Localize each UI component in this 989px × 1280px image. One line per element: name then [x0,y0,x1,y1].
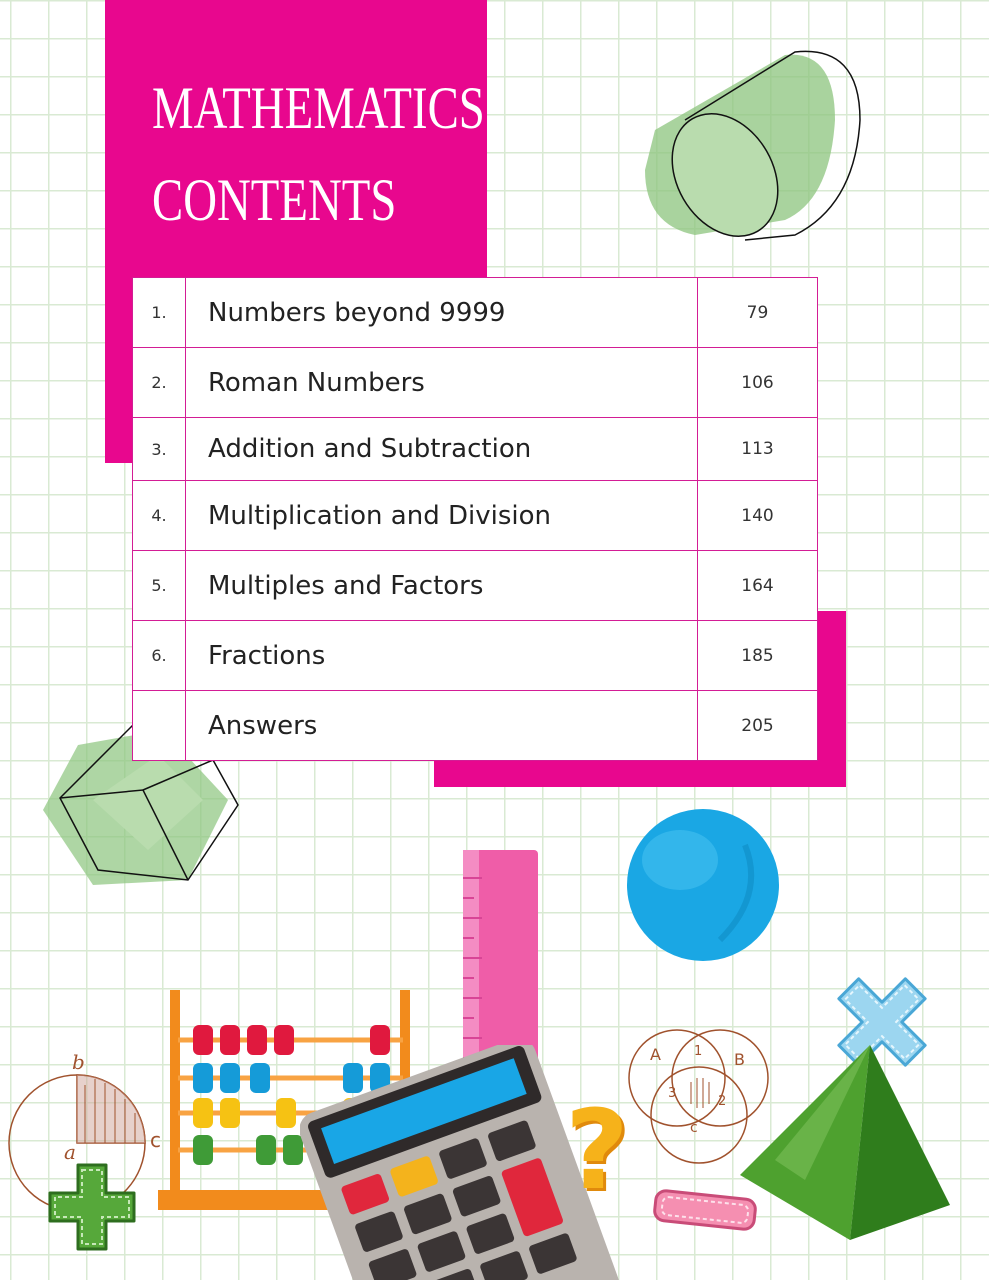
table-row[interactable] [133,348,818,418]
table-row[interactable] [133,418,818,481]
ball-icon [625,805,785,965]
label-b: b [72,1050,85,1074]
page-title [152,62,485,246]
venn-label-b: B [734,1050,745,1069]
page-number: 106 [698,348,818,418]
cylinder-icon [635,40,870,245]
title-line-2: CONTENTS [152,167,397,233]
contents-table [132,277,818,761]
chapter-title[interactable]: Roman Numbers [186,348,698,418]
page-number: 140 [698,481,818,551]
venn-label-a: A [650,1045,661,1064]
chapter-title[interactable]: Numbers beyond 9999 [186,278,698,348]
pyramid-icon [735,1040,955,1240]
table-row[interactable] [133,278,818,348]
table-row[interactable] [133,551,818,621]
venn-label-2: 2 [718,1094,727,1109]
label-c: c [150,1128,161,1152]
venn-label-1: 1 [694,1044,703,1059]
plus-icon [45,1160,140,1255]
table-row[interactable] [133,621,818,691]
chapter-title[interactable]: Multiplication and Division [186,481,698,551]
label-a: a [64,1140,76,1164]
table-row[interactable] [133,691,818,761]
chapter-number: 4. [133,481,186,551]
question-mark-icon: ? [565,1086,629,1214]
chapter-title[interactable]: Answers [186,691,698,761]
chapter-number [133,691,186,761]
chapter-number: 6. [133,621,186,691]
chapter-title[interactable]: Multiples and Factors [186,551,698,621]
table-row[interactable] [133,481,818,551]
chapter-number: 3. [133,418,186,481]
chapter-number: 1. [133,278,186,348]
venn-label-c: c [690,1120,698,1136]
page-number: 164 [698,551,818,621]
chapter-number: 5. [133,551,186,621]
venn-label-3: 3 [668,1086,677,1101]
page-number: 79 [698,278,818,348]
chapter-title[interactable]: Fractions [186,621,698,691]
chapter-title[interactable]: Addition and Subtraction [186,418,698,481]
chapter-number: 2. [133,348,186,418]
page-number: 113 [698,418,818,481]
title-line-1: MATHEMATICS [152,75,485,141]
page-number: 185 [698,621,818,691]
page-number: 205 [698,691,818,761]
